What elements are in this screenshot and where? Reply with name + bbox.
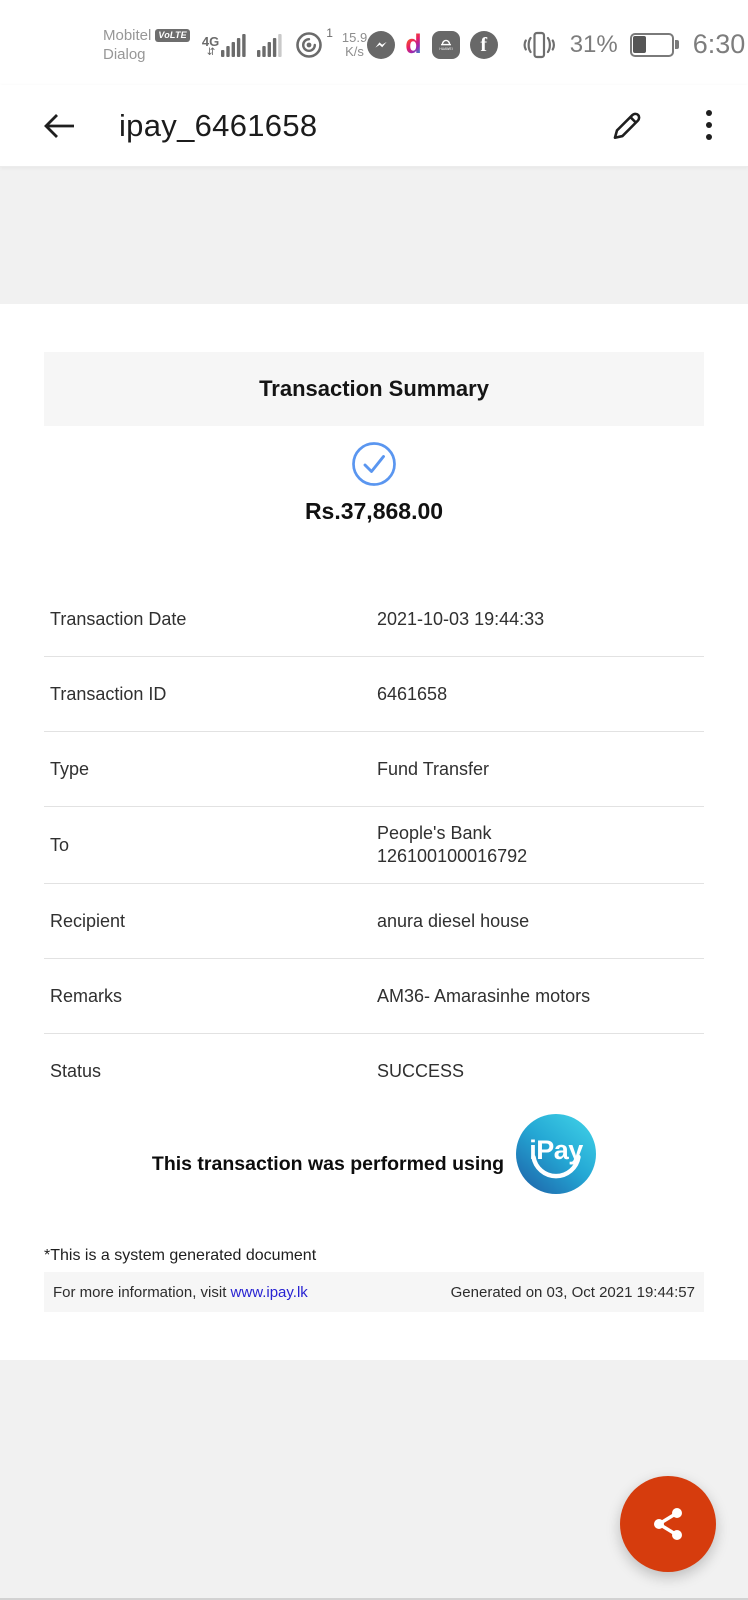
signal-4g-icon [202,31,248,58]
transaction-details-table [44,582,704,1109]
carrier-name-2: Dialog [103,45,146,63]
table-row [44,657,704,732]
vibrate-icon [522,29,556,61]
row-label: Remarks [50,985,123,1006]
carrier-name-1: Mobitel [103,26,152,44]
footer-info-prefix: For more information, visit [53,1283,231,1301]
footer-generated-text: Generated on 03, Oct 2021 19:44:57 [450,1283,695,1301]
document-header: Transaction Summary [259,376,489,401]
table-row [44,732,704,807]
appgallery-label: HUAWEI [439,46,453,51]
volte-badge: VoLTE [155,29,190,42]
edit-pencil-icon [606,107,644,145]
ipay-website-link[interactable]: www.ipay.lk [230,1283,308,1301]
ipay-logo-text: iPay [529,1135,583,1165]
table-row [44,1034,704,1109]
updown-arrows-icon: ⇵ [206,47,215,58]
share-icon [650,1505,686,1543]
row-value: People's Bank [377,823,492,843]
row-label: Status [50,1061,102,1081]
system-generated-note: *This is a system generated document [44,1247,317,1264]
clock-time: 6:30 [692,29,746,59]
pdf-viewer[interactable] [0,167,748,1600]
back-button[interactable] [33,105,81,147]
table-row [44,807,704,884]
document-page [0,304,748,1360]
battery-icon [630,33,679,57]
share-fab-button[interactable] [620,1476,716,1572]
messenger-icon [367,31,395,59]
edit-button[interactable] [602,103,648,149]
row-value: 6461658 [377,683,448,704]
performed-using-text: This transaction was performed using [151,1152,505,1175]
document-header-band [44,352,704,426]
document-title: ipay_6461658 [119,107,318,143]
signal-bars-2-icon [257,31,284,58]
table-row [44,884,704,959]
overflow-menu-icon [704,106,714,146]
row-label: Type [50,758,90,779]
row-value: SUCCESS [377,1061,465,1081]
document-footer-band [44,1272,704,1312]
appgallery-icon [432,31,460,59]
row-value: anura diesel house [377,910,530,931]
facebook-icon: f [470,31,498,59]
battery-percent: 31% [569,30,618,58]
footer-info-text [53,1284,308,1301]
row-value: Fund Transfer [377,758,490,779]
hotspot-count: 1 [326,25,333,40]
app-bar [0,85,748,167]
row-value-line2: 126100100016792 [377,846,528,866]
row-label: Transaction ID [50,683,167,704]
row-label: To [50,834,70,855]
performed-using-block [0,1110,748,1198]
table-row [44,582,704,657]
hotspot-icon [293,25,333,61]
data-rate-unit: K/s [345,43,364,59]
ipay-logo-icon [516,1114,596,1194]
carrier-info [103,26,190,64]
transaction-amount: Rs.37,868.00 [304,498,444,524]
signal-bars-icon [221,31,248,58]
data-rate [342,31,367,59]
status-bar [0,0,748,85]
table-row [44,959,704,1034]
row-value: AM36- Amarasinhe motors [377,985,591,1006]
data-rate-value: 15.9 [341,29,368,45]
row-value: 2021-10-03 19:44:33 [377,608,545,629]
network-type-label: 4G [201,34,220,49]
row-label: Transaction Date [50,608,187,629]
overflow-menu-button[interactable] [700,102,718,150]
row-label: Recipient [50,910,126,931]
daraz-icon: d [405,29,422,59]
back-arrow-icon [37,109,77,143]
success-check-icon [0,440,748,488]
